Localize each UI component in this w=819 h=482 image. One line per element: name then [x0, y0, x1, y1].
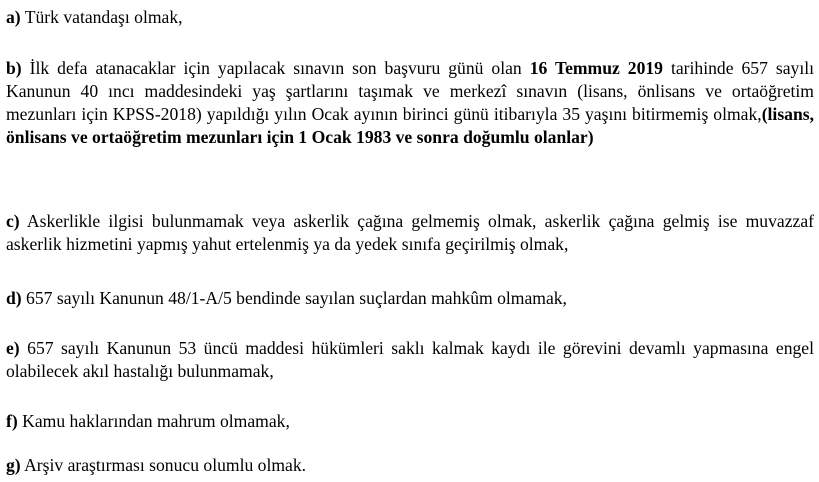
- requirement-b-label: b): [6, 58, 22, 78]
- requirement-g: [6, 454, 814, 477]
- requirement-e: [6, 337, 814, 383]
- requirement-f: [6, 410, 814, 433]
- requirement-g-label: g): [6, 455, 21, 475]
- requirement-g-text: Arşiv araştırması sonucu olumlu olmak.: [20, 455, 307, 475]
- application-deadline-date: 16 Temmuz 2019: [529, 58, 663, 78]
- requirement-d-text: 657 sayılı Kanunun 48/1-A/5 bendinde sayılan suçlardan mahkûm olmamak,: [21, 288, 567, 308]
- requirement-e-label: e): [6, 338, 20, 358]
- requirement-c-text: Askerlikle ilgisi bulunmamak veya askerlik çağına gelmemiş olmak, askerlik çağına gelmiş ise muvazzaf askerlik hizmetini yapmış yahut ertelenmiş ya da yedek sınıfa geçirilmiş olmak,: [6, 211, 814, 254]
- requirement-b-birthdate-note: (lisans, önlisans ve ortaöğretim mezunları için 1 Ocak 1983 ve sonra doğumlu olanlar): [6, 104, 814, 147]
- requirement-e-text: 657 sayılı Kanunun 53 üncü maddesi hükümleri saklı kalmak kaydı ile görevini devamlı yapmasına engel olabilecek akıl hastalığı bulunmamak,: [6, 338, 814, 381]
- requirement-f-label: f): [6, 411, 18, 431]
- requirement-a-text: Türk vatandaşı olmak,: [20, 7, 183, 27]
- requirement-f-text: Kamu haklarından mahrum olmamak,: [17, 411, 290, 431]
- requirement-c-label: c): [6, 211, 20, 231]
- requirement-b: [6, 57, 814, 149]
- requirement-c: [6, 210, 814, 256]
- requirement-b-text-2: tarihinde 657 sayılı Kanunun 40 ıncı maddesindeki yaş şartlarını taşımak ve merkezî sınavın (lisans, önlisans ve ortaöğretim mezunları için KPSS-2018) yapıldığı yılın Ocak ayının birinci günü itibarıyla 35 yaşını bitirmemiş olmak,: [6, 58, 814, 124]
- requirement-a-label: a): [6, 7, 21, 27]
- requirement-d-label: d): [6, 288, 22, 308]
- requirement-b-text-1: İlk defa atanacaklar için yapılacak sınavın son başvuru günü olan: [21, 58, 530, 78]
- requirement-d: [6, 287, 814, 310]
- requirement-a: [6, 6, 814, 29]
